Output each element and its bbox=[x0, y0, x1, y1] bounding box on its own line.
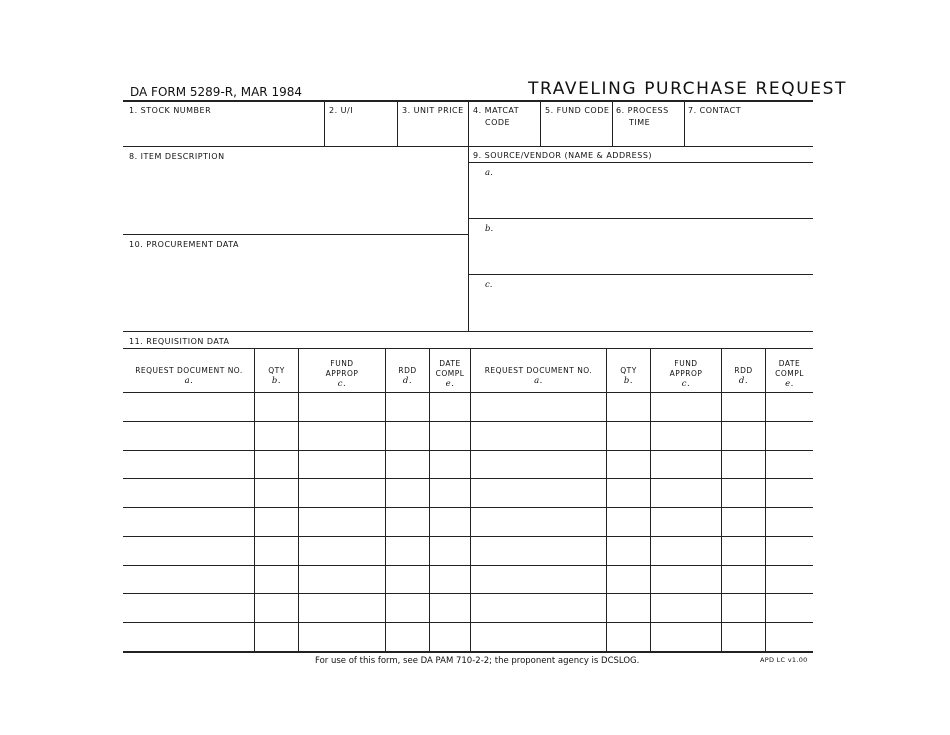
table-cell[interactable] bbox=[299, 393, 385, 421]
table-cell[interactable] bbox=[651, 623, 721, 651]
ui-label: 2. U/I bbox=[329, 106, 354, 115]
contact-label: 7. CONTACT bbox=[688, 106, 742, 115]
vendor-a-label: a. bbox=[485, 168, 493, 178]
table-cell[interactable] bbox=[471, 594, 606, 622]
table-cell[interactable] bbox=[651, 422, 721, 450]
table-cell[interactable] bbox=[430, 393, 470, 421]
table-cell[interactable] bbox=[651, 451, 721, 479]
col-fund-approp-right: FUND APPROP c. bbox=[669, 359, 703, 389]
procurement-data-label: 10. PROCUREMENT DATA bbox=[129, 240, 239, 249]
form-version: APD LC v1.00 bbox=[760, 656, 808, 664]
table-cell[interactable] bbox=[255, 537, 298, 565]
table-cell[interactable] bbox=[607, 537, 650, 565]
table-cell[interactable] bbox=[386, 594, 429, 622]
table-cell[interactable] bbox=[651, 537, 721, 565]
table-cell[interactable] bbox=[299, 422, 385, 450]
form-title: TRAVELING PURCHASE REQUEST bbox=[528, 79, 847, 99]
table-cell[interactable] bbox=[125, 623, 254, 651]
table-cell[interactable] bbox=[386, 537, 429, 565]
table-cell[interactable] bbox=[125, 451, 254, 479]
table-cell[interactable] bbox=[651, 566, 721, 594]
table-cell[interactable] bbox=[651, 508, 721, 536]
footer-note: For use of this form, see DA PAM 710-2-2; the proponent agency is DCSLOG. bbox=[315, 656, 640, 666]
table-cell[interactable] bbox=[125, 393, 254, 421]
table-cell[interactable] bbox=[607, 393, 650, 421]
table-cell[interactable] bbox=[722, 393, 765, 421]
col-date-compl-right: DATE COMPL e. bbox=[775, 359, 804, 389]
form-id: DA FORM 5289-R, MAR 1984 bbox=[130, 85, 302, 99]
table-cell[interactable] bbox=[722, 623, 765, 651]
table-cell[interactable] bbox=[766, 451, 813, 479]
table-cell[interactable] bbox=[651, 393, 721, 421]
table-cell[interactable] bbox=[299, 508, 385, 536]
table-cell[interactable] bbox=[651, 479, 721, 507]
table-cell[interactable] bbox=[471, 566, 606, 594]
table-cell[interactable] bbox=[722, 451, 765, 479]
table-cell[interactable] bbox=[299, 594, 385, 622]
table-cell[interactable] bbox=[651, 594, 721, 622]
table-cell[interactable] bbox=[607, 479, 650, 507]
table-cell[interactable] bbox=[766, 566, 813, 594]
table-cell[interactable] bbox=[722, 566, 765, 594]
table-cell[interactable] bbox=[299, 451, 385, 479]
table-cell[interactable] bbox=[430, 623, 470, 651]
table-cell[interactable] bbox=[607, 508, 650, 536]
table-cell[interactable] bbox=[607, 451, 650, 479]
table-cell[interactable] bbox=[299, 623, 385, 651]
table-cell[interactable] bbox=[255, 508, 298, 536]
table-cell[interactable] bbox=[471, 451, 606, 479]
table-cell[interactable] bbox=[430, 451, 470, 479]
table-cell[interactable] bbox=[766, 594, 813, 622]
table-cell[interactable] bbox=[125, 479, 254, 507]
vendor-c-label: c. bbox=[485, 280, 493, 290]
table-cell[interactable] bbox=[386, 393, 429, 421]
requisition-data-label: 11. REQUISITION DATA bbox=[129, 337, 230, 346]
table-cell[interactable] bbox=[722, 594, 765, 622]
table-cell[interactable] bbox=[255, 479, 298, 507]
col-qty-left: QTY b. bbox=[268, 366, 285, 386]
bottom-border bbox=[123, 651, 813, 653]
table-cell[interactable] bbox=[722, 537, 765, 565]
table-cell[interactable] bbox=[255, 393, 298, 421]
col-request-doc-no-right: REQUEST DOCUMENT NO. a. bbox=[484, 366, 593, 386]
table-cell[interactable] bbox=[430, 594, 470, 622]
table-cell[interactable] bbox=[386, 422, 429, 450]
vendor-b-label: b. bbox=[485, 224, 494, 234]
item-description-label: 8. ITEM DESCRIPTION bbox=[129, 152, 225, 161]
table-cell[interactable] bbox=[125, 508, 254, 536]
matcat-label-line2: CODE bbox=[485, 118, 511, 127]
col-request-doc-no-left: REQUEST DOCUMENT NO. a. bbox=[135, 366, 243, 386]
table-cell[interactable] bbox=[430, 566, 470, 594]
vendor-a-field[interactable] bbox=[469, 163, 813, 218]
table-cell[interactable] bbox=[125, 422, 254, 450]
table-cell[interactable] bbox=[766, 422, 813, 450]
table-cell[interactable] bbox=[386, 451, 429, 479]
table-cell[interactable] bbox=[125, 594, 254, 622]
table-cell[interactable] bbox=[766, 393, 813, 421]
table-cell[interactable] bbox=[430, 508, 470, 536]
process-time-label-line2: TIME bbox=[629, 118, 651, 127]
table-cell[interactable] bbox=[722, 422, 765, 450]
table-cell[interactable] bbox=[471, 479, 606, 507]
fund-code-label: 5. FUND CODE bbox=[545, 106, 610, 115]
table-cell[interactable] bbox=[430, 537, 470, 565]
col-date-compl-left: DATE COMPL e. bbox=[435, 359, 465, 389]
table-cell[interactable] bbox=[125, 566, 254, 594]
table-cell[interactable] bbox=[607, 422, 650, 450]
table-cell[interactable] bbox=[386, 479, 429, 507]
stock-number-label: 1. STOCK NUMBER bbox=[129, 106, 212, 115]
table-cell[interactable] bbox=[386, 623, 429, 651]
table-cell[interactable] bbox=[471, 508, 606, 536]
table-cell[interactable] bbox=[722, 479, 765, 507]
table-cell[interactable] bbox=[299, 537, 385, 565]
col-rdd-left: RDD d. bbox=[398, 366, 417, 386]
table-cell[interactable] bbox=[299, 566, 385, 594]
table-cell[interactable] bbox=[386, 508, 429, 536]
col-fund-approp-left: FUND APPROP c. bbox=[325, 359, 359, 389]
col-qty-right: QTY b. bbox=[620, 366, 637, 386]
table-cell[interactable] bbox=[766, 508, 813, 536]
table-cell[interactable] bbox=[430, 479, 470, 507]
vendor-c-field[interactable] bbox=[469, 275, 813, 331]
matcat-label: 4. MATCAT bbox=[473, 106, 520, 115]
table-cell[interactable] bbox=[471, 537, 606, 565]
table-cell[interactable] bbox=[766, 479, 813, 507]
table-cell[interactable] bbox=[386, 566, 429, 594]
unit-price-label: 3. UNIT PRICE bbox=[402, 106, 464, 115]
table-cell[interactable] bbox=[722, 508, 765, 536]
table-cell[interactable] bbox=[471, 422, 606, 450]
table-cell[interactable] bbox=[607, 566, 650, 594]
table-cell[interactable] bbox=[766, 623, 813, 651]
table-cell[interactable] bbox=[766, 537, 813, 565]
table-cell[interactable] bbox=[607, 594, 650, 622]
vendor-b-field[interactable] bbox=[469, 219, 813, 274]
table-cell[interactable] bbox=[255, 451, 298, 479]
table-cell[interactable] bbox=[125, 537, 254, 565]
table-cell[interactable] bbox=[255, 623, 298, 651]
process-time-label: 6. PROCESS bbox=[616, 106, 669, 115]
table-cell[interactable] bbox=[471, 393, 606, 421]
table-cell[interactable] bbox=[607, 623, 650, 651]
col-rdd-right: RDD d. bbox=[734, 366, 753, 386]
table-cell[interactable] bbox=[255, 566, 298, 594]
table-cell[interactable] bbox=[255, 594, 298, 622]
source-vendor-label: 9. SOURCE/VENDOR (NAME & ADDRESS) bbox=[473, 151, 653, 160]
table-cell[interactable] bbox=[299, 479, 385, 507]
table-cell[interactable] bbox=[430, 422, 470, 450]
table-cell[interactable] bbox=[255, 422, 298, 450]
table-cell[interactable] bbox=[471, 623, 606, 651]
